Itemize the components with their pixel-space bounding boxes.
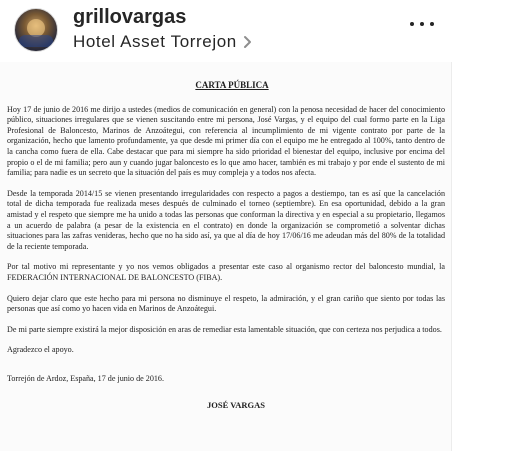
letter-closing: Agradezco el apoyo. [7, 345, 74, 355]
letter-paragraph: Desde la temporada 2014/15 se vienen presentando irregularidades con respecto a pagos a destiempo, tan es así que la cancelación total de dicha temporada fue realizada meses después de culminado el torneo (septiembre). En esa oportunidad, debido a la gran amistad y el respeto que siempre me ha unido a todas las personas que conforman la directiva y en especial a su propietario, llegamos a un acuerdo de palabra (a pesar de la existencia en el contrato) en donde la organización se comprometió a solventar dichas situaciones para las zafras venideras, hecho que no ha sido así, ya que al día de hoy 17/06/16 me adeudan más del 80% de la totalidad de la reciente temporada. [7, 188, 445, 251]
letter-document [0, 62, 452, 451]
letter-signature: JOSÉ VARGAS [206, 400, 266, 411]
letter-place-date: Torrejón de Ardoz, España, 17 de junio de 2016. [7, 373, 164, 383]
letter-paragraph: De mi parte siempre existirá la mejor disposición en aras de remediar esta lamentable situación, que con certeza nos perjudica a todos. [7, 324, 442, 334]
post-header [0, 0, 512, 62]
location-label: Hotel Asset Torrejon [73, 32, 237, 51]
avatar[interactable] [14, 8, 58, 52]
more-dot [420, 22, 424, 26]
letter-paragraph: Quiero dejar claro que este hecho para mi persona no disminuye el respeto, la admiración, y el gran cariño que siento por todas las personas que así como yo hacen vida en Marinos de Anzoátegui. [7, 293, 445, 314]
chevron-right-icon [242, 35, 254, 49]
more-dot [430, 22, 434, 26]
location-link[interactable] [73, 32, 254, 52]
letter-title: CARTA PÚBLICA [195, 80, 269, 90]
username-link[interactable]: grillovargas [73, 6, 187, 28]
letter-paragraph: Por tal motivo mi representante y yo nos vemos obligados a presentar este caso al organismo rector del baloncesto mundial, la FEDERACIÓN INTERNACIONAL DE BALONCESTO (FIBA). [7, 262, 445, 282]
letter-paragraph: Hoy 17 de junio de 2016 me dirijo a ustedes (medios de comunicación en general) con la penosa necesidad de hacer del conocimiento público, situaciones irregulares que se vienen suscitando entre mi persona, José Vargas, y el equipo del cual formo parte en la Liga Profesional de Baloncesto, Marinos de Anzoátegui, con referencia al incumplimiento de mi vigente contrato por parte de la organización, hecho que lamento profundamente, ya que desde mi primer día con el equipo me he entregado al 100%, tanto dentro de la cancha como fuera de ella. Cabe destacar que para mi siempre ha sido prioridad el bienestar del equipo, inclusive por encima del propio o el de mi familia; pero aun y cuando jugar baloncesto es lo que amo hacer, también es mi trabajo y por ende el sustento de mi familia; para nadie es un secreto que la situación del país es muy compleja y a todos nos afecta. [7, 104, 445, 178]
more-options-icon[interactable] [410, 14, 434, 34]
more-dot [410, 22, 414, 26]
avatar-highlight-lower [19, 35, 53, 47]
